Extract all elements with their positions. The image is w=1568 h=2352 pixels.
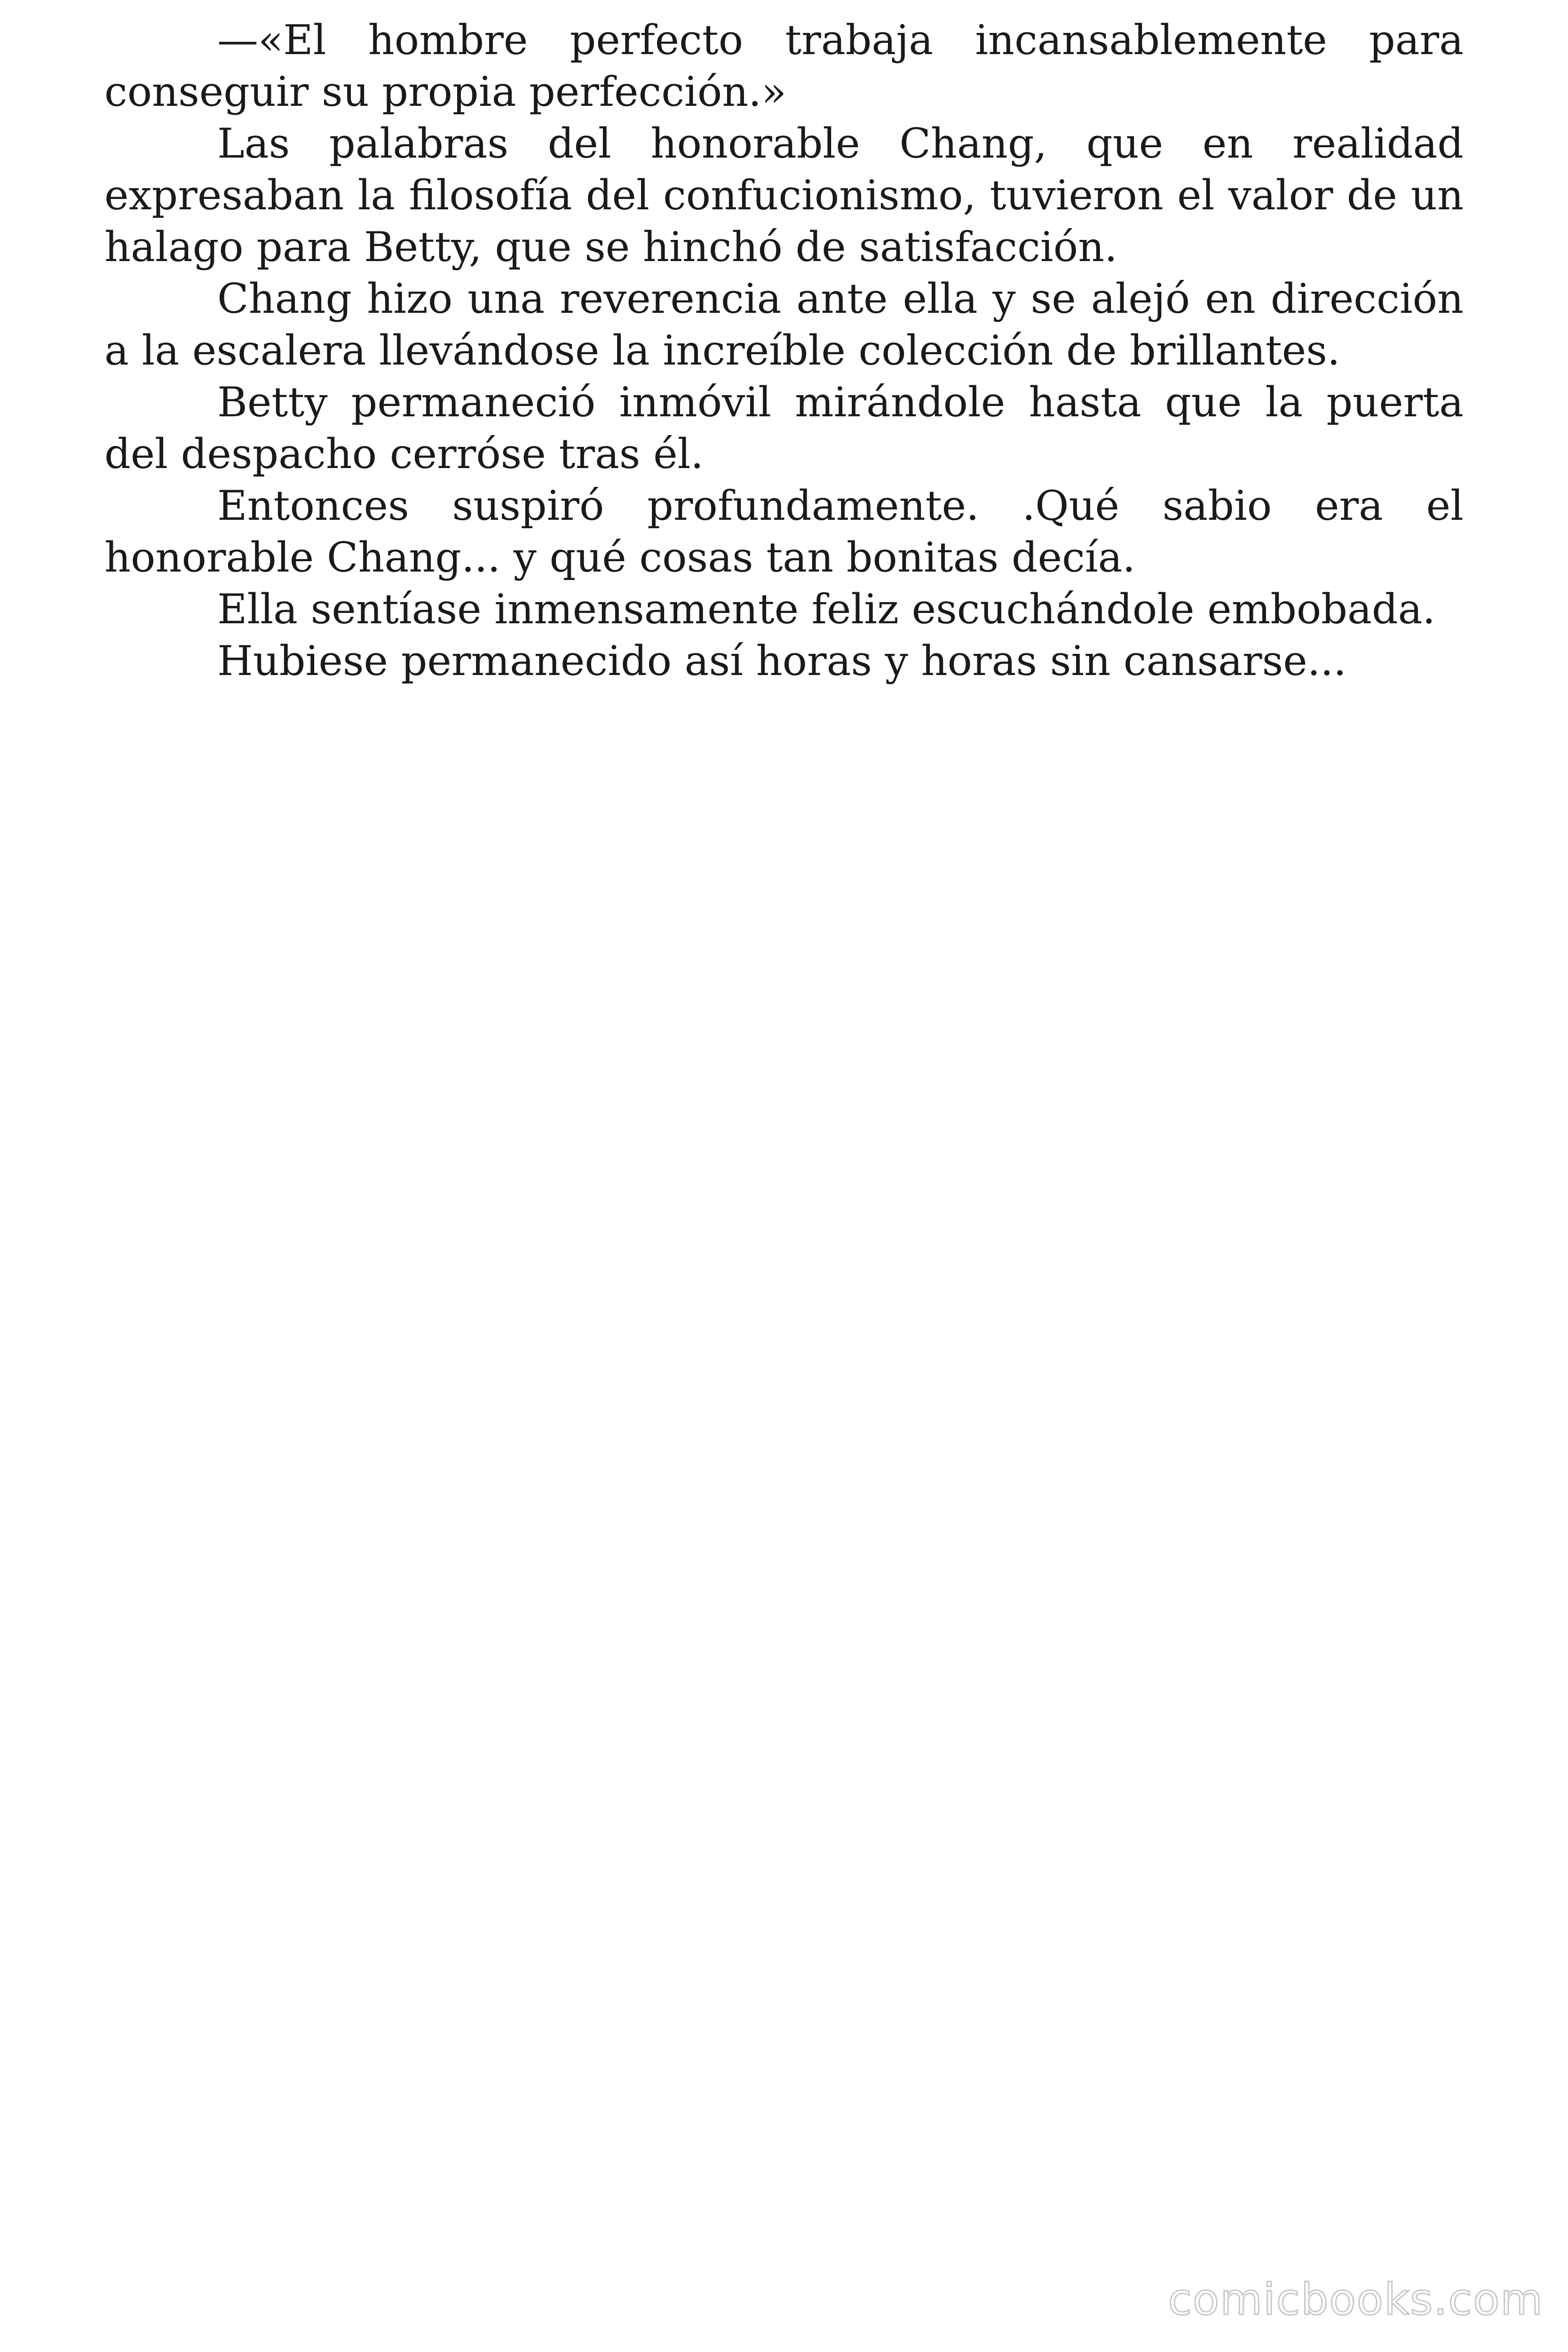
paragraph: Las palabras del honorable Chang, que en realidad expresaban la filosofía del confucionismo, tuvieron el valor de un halago para Betty, que se hinchó de satisfacción. (104, 119, 1464, 271)
paragraph: Betty permaneció inmóvil mirándole hasta que la puerta del despacho cerróse tras él. (104, 378, 1464, 478)
page-body (104, 14, 1464, 687)
paragraph: Entonces suspiró profundamente. .Qué sabio era el honorable Chang... y qué cosas tan bonitas decía. (104, 482, 1464, 581)
paragraph: Chang hizo una reverencia ante ella y se alejó en dirección a la escalera llevándose la increíble colección de brillantes. (104, 275, 1464, 374)
paragraph: Ella sentíase inmensamente feliz escuchándole embobada. (217, 585, 1436, 633)
paragraph: Hubiese permanecido así horas y horas sin cansarse... (217, 637, 1346, 685)
watermark: comicbooks.com (1168, 2274, 1544, 2325)
paragraph: —«El hombre perfecto trabaja incansablemente para conseguir su propia perfección.» (104, 16, 1464, 116)
